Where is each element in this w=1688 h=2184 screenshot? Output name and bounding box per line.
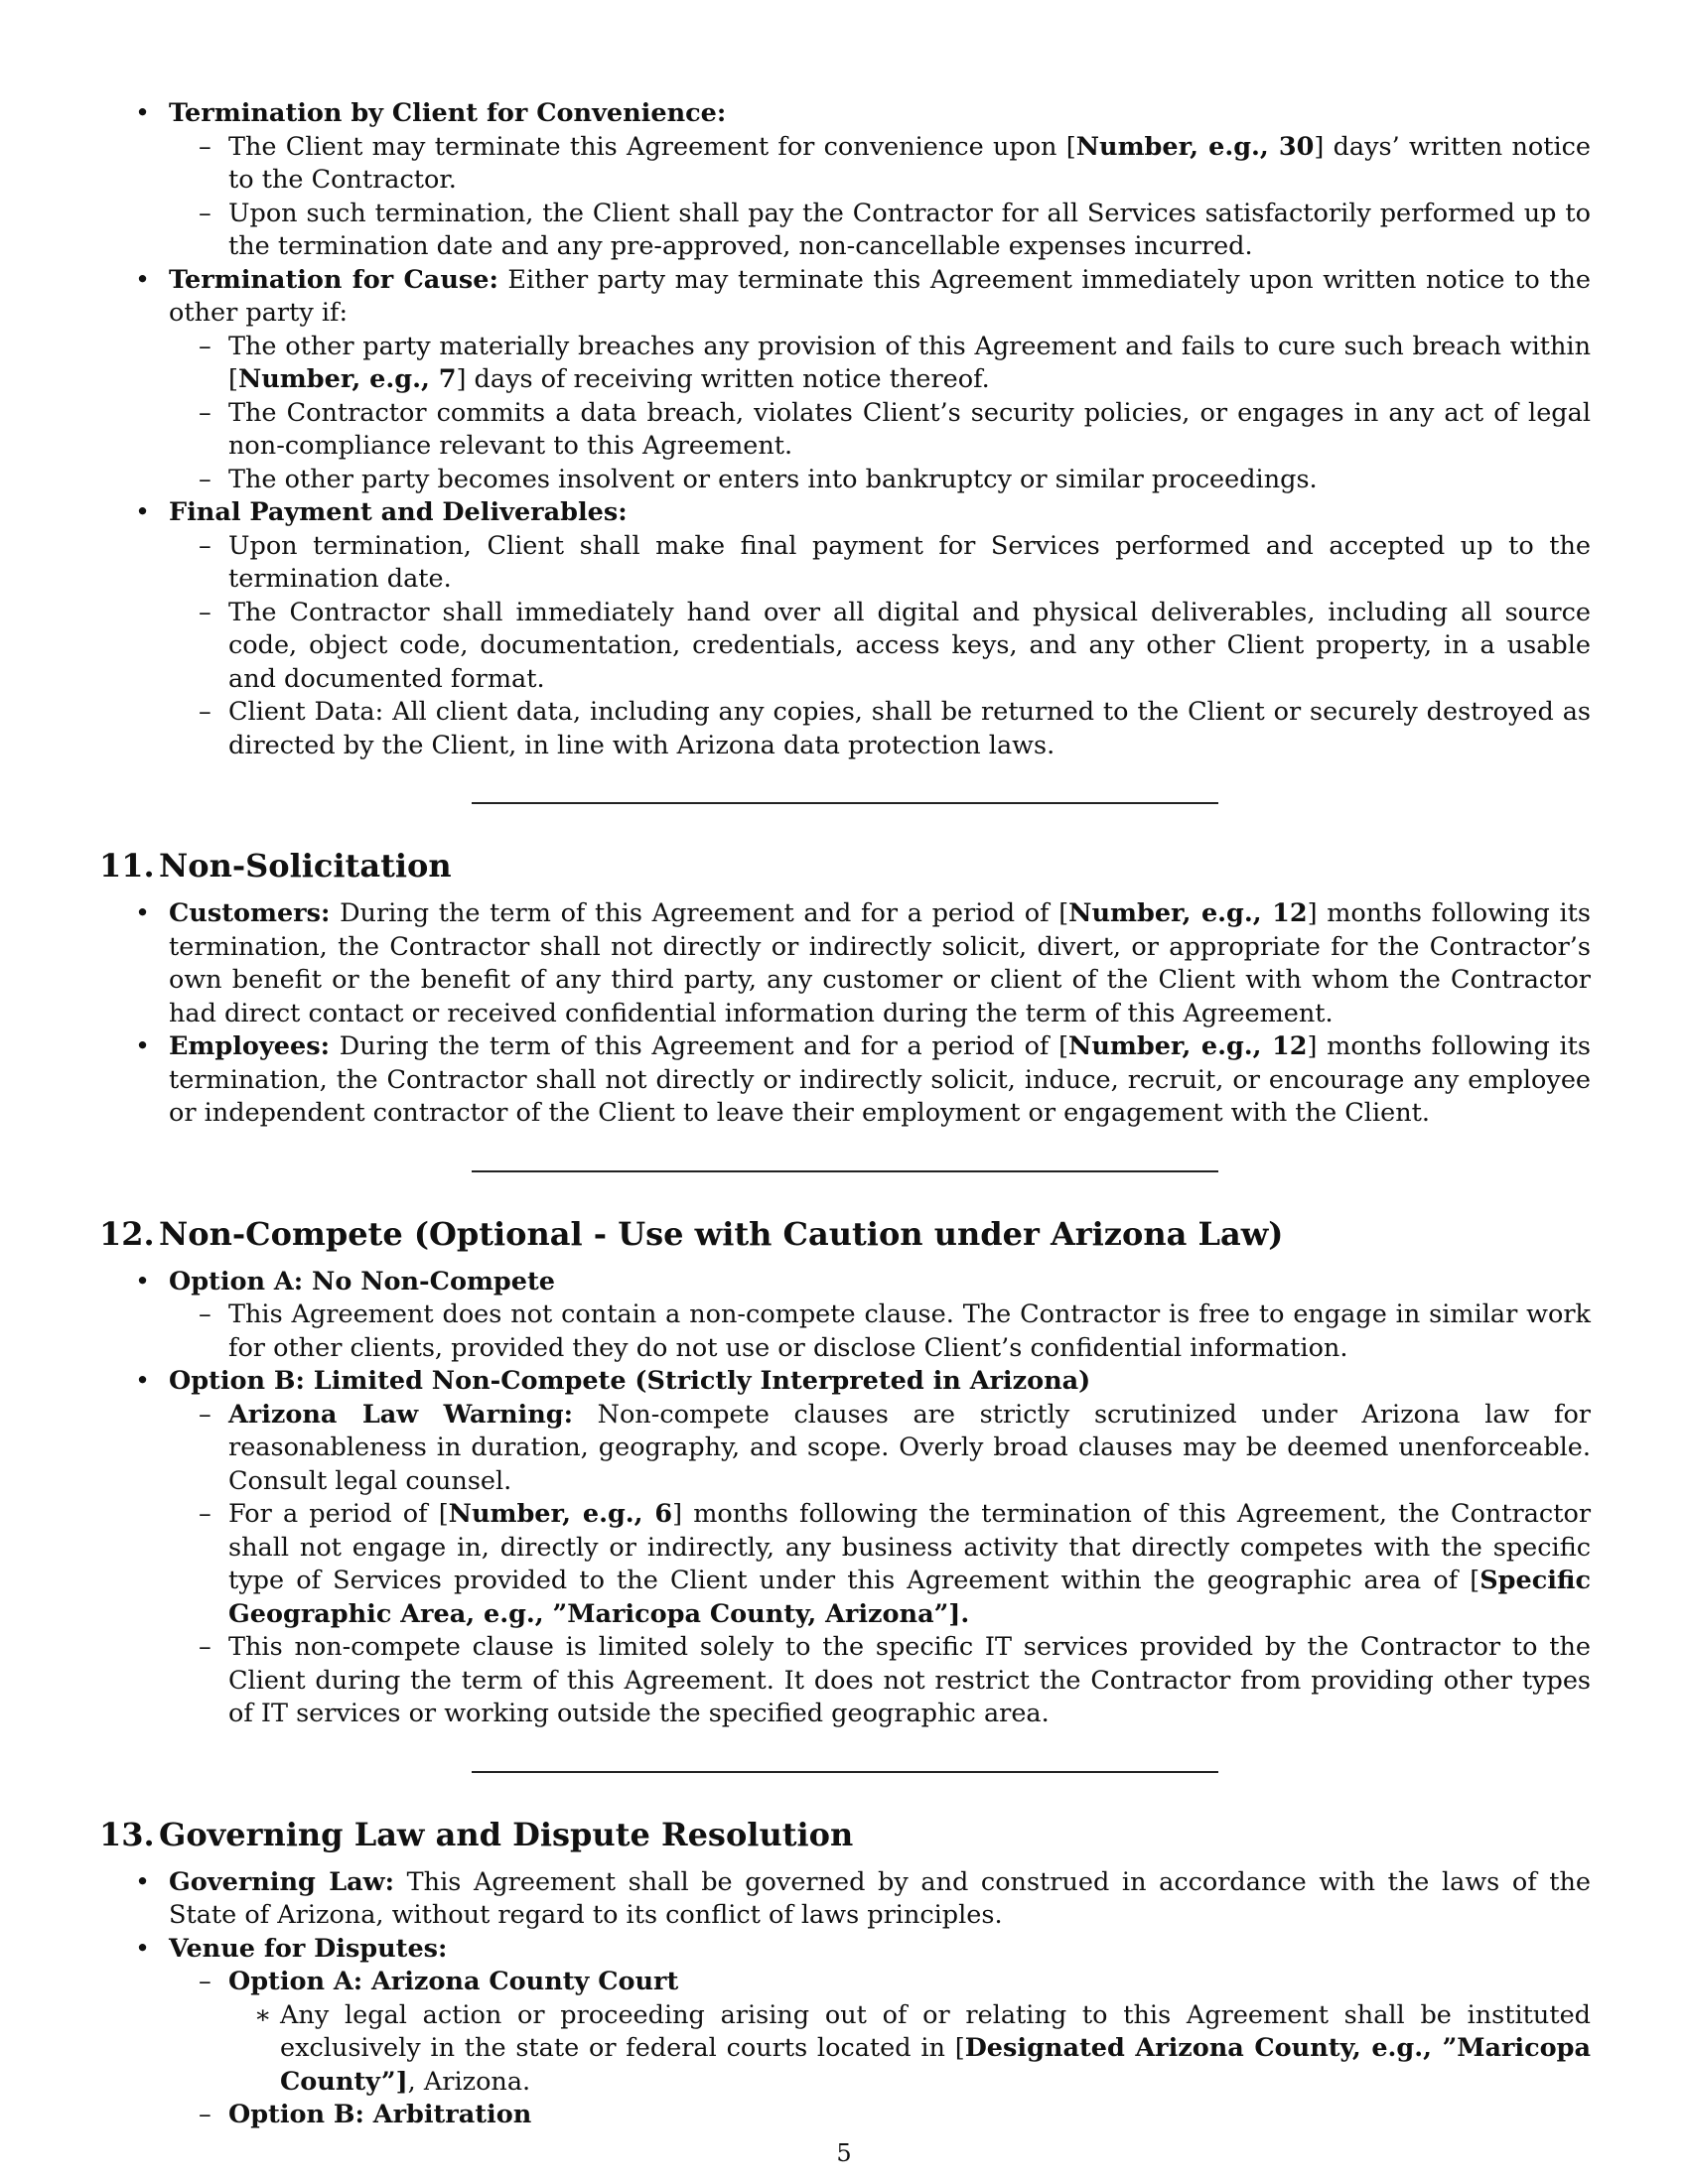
list-item: • Governing Law: This Agreement shall be governed by and construed in accordance with the laws of the State of Arizona, without regard to its conflict of laws principles. — [99, 1866, 1591, 1933]
page-number: 5 — [836, 2139, 852, 2167]
list-item: – This non-compete clause is limited solely to the specific IT services provided by the Contractor to the Client during the term of this Agreement. It does not restrict the Contractor from providing other types of IT services or working outside the specified geographic area. — [169, 1631, 1591, 1731]
item-label: Final Payment and Deliverables: — [169, 497, 628, 527]
section-divider — [472, 802, 1218, 804]
list-item — [99, 496, 1591, 762]
document-page — [99, 97, 1591, 2132]
item-label: Termination by Client for Convenience: — [169, 98, 727, 128]
list-item: ∗ Any legal action or proceeding arising out of or relating to this Agreement shall be instituted exclusively in the state or federal courts located in [Designated Arizona County, e.g., ”Maricopa County”], Arizona. — [228, 1999, 1591, 2100]
list-item: – Upon termination, Client shall make final payment for Services performed and accepted up to the termination date. — [169, 530, 1591, 597]
list-item: – The Contractor shall immediately hand over all digital and physical deliverables, including all source code, object code, documentation, credentials, access keys, and any other Client property, in a usable and documented format. — [169, 597, 1591, 697]
list-item: – This Agreement does not contain a non-compete clause. The Contractor is free to engage in similar work for other clients, provided they do not use or disclose Client’s confidential information. — [169, 1298, 1591, 1365]
item-label: Termination for Cause: — [169, 264, 498, 295]
list-item: – Upon such termination, the Client shall pay the Contractor for all Services satisfactorily performed up to the termination date and any pre-approved, non-cancellable expenses incurred. — [169, 198, 1591, 264]
section-heading: 11. Non-Solicitation — [99, 847, 452, 885]
section-heading: 12. Non-Compete (Optional - Use with Caution under Arizona Law) — [99, 1214, 1284, 1253]
list-item: – The other party materially breaches any provision of this Agreement and fails to cure such breach within [Number, e.g., 7] days of receiving written notice thereof. — [169, 331, 1591, 397]
non-solicitation-list — [99, 897, 1591, 1131]
list-item: • Venue for Disputes: – Option A: Arizona County Court ∗ Any legal action or proceeding arising out of or relating to this Agreement shall be instituted exclusively in the state or federal courts located in [Designated Arizona County, e.g., ”Maricopa County”], Arizona. – Option B: Arbitration — [99, 1933, 1591, 2132]
list-item: – The Client may terminate this Agreement for convenience upon [Number, e.g., 30] days’ written notice to the Contractor. — [169, 131, 1591, 198]
list-item: • Option A: No Non-Compete – This Agreement does not contain a non-compete clause. The Contractor is free to engage in similar work for other clients, provided they do not use or disclose Client’s confidential information. — [99, 1266, 1591, 1366]
list-item: – Client Data: All client data, including any copies, shall be returned to the Client or securely destroyed as directed by the Client, in line with Arizona data protection laws. — [169, 696, 1591, 762]
list-item: – Arizona Law Warning: Non-compete clauses are strictly scrutinized under Arizona law for reasonableness in duration, geography, and scope. Overly broad clauses may be deemed unenforceable. Consult legal counsel. — [169, 1399, 1591, 1499]
list-item: • Option B: Limited Non-Compete (Strictly Interpreted in Arizona) – Arizona Law Warning: Non-compete clauses are strictly scrutinized under Arizona law for reasonableness in duration, geography, and scope. Overly broad clauses may be deemed unenforceable. Consult legal counsel. – For a period of [Number, e.g., 6] months following the termination of this Agreement, the Contractor shall not engage in, directly or indirectly, any business activity that directly competes with the specific type of Services provided to the Client under this Agreement within the geographic area of [Specific Geographic Area, e.g., ”Maricopa County, Arizona”]. – This non-compete clause is limited solely to the specific IT services provided by the Contractor to the Client during the term of this Agreement. It does not restrict the Contractor from providing other types of IT services or working outside the specified geographic area. — [99, 1365, 1591, 1731]
termination-list — [99, 97, 1591, 762]
governing-law-list — [99, 1866, 1591, 2132]
section-heading: 13. Governing Law and Dispute Resolution — [99, 1815, 854, 1853]
list-item — [99, 97, 1591, 264]
list-item: – Option B: Arbitration — [169, 2099, 1591, 2132]
list-item: • Customers: During the term of this Agreement and for a period of [Number, e.g., 12] months following its termination, the Contractor shall not directly or indirectly solicit, divert, or appropriate for the Contractor’s own benefit or the benefit of any third party, any customer or client of the Client with whom the Contractor had direct contact or received confidential information during the term of this Agreement. — [99, 897, 1591, 1030]
list-item: • Employees: During the term of this Agreement and for a period of [Number, e.g., 12] months following its termination, the Contractor shall not directly or indirectly solicit, induce, recruit, or encourage any employee or independent contractor of the Client to leave their employment or engagement with the Client. — [99, 1030, 1591, 1131]
list-item: – The Contractor commits a data breach, violates Client’s security policies, or engages in any act of legal non-compliance relevant to this Agreement. — [169, 397, 1591, 464]
list-item: – Option A: Arizona County Court ∗ Any legal action or proceeding arising out of or relating to this Agreement shall be instituted exclusively in the state or federal courts located in [Designated Arizona County, e.g., ”Maricopa County”], Arizona. — [169, 1966, 1591, 2099]
non-compete-list — [99, 1266, 1591, 1731]
list-item: – For a period of [Number, e.g., 6] months following the termination of this Agreement, the Contractor shall not engage in, directly or indirectly, any business activity that directly competes with the specific type of Services provided to the Client under this Agreement within the geographic area of [Specific Geographic Area, e.g., ”Maricopa County, Arizona”]. — [169, 1498, 1591, 1631]
list-item: – The other party becomes insolvent or enters into bankruptcy or similar proceedings. — [169, 464, 1591, 497]
section-divider — [472, 1170, 1218, 1172]
section-divider — [472, 1771, 1218, 1773]
list-item: • Termination for Cause: Either party may terminate this Agreement immediately upon written notice to the other party if: – The other party materially breaches any provision of this Agreement and fails to cure such breach within [Number, e.g., 7] days of receiving written notice thereof. – The Contractor commits a data breach, violates Client’s security policies, or engages in any act of legal non-compliance relevant to this Agreement. – The other party becomes insolvent or enters into bankruptcy or similar proceedings. — [99, 264, 1591, 497]
